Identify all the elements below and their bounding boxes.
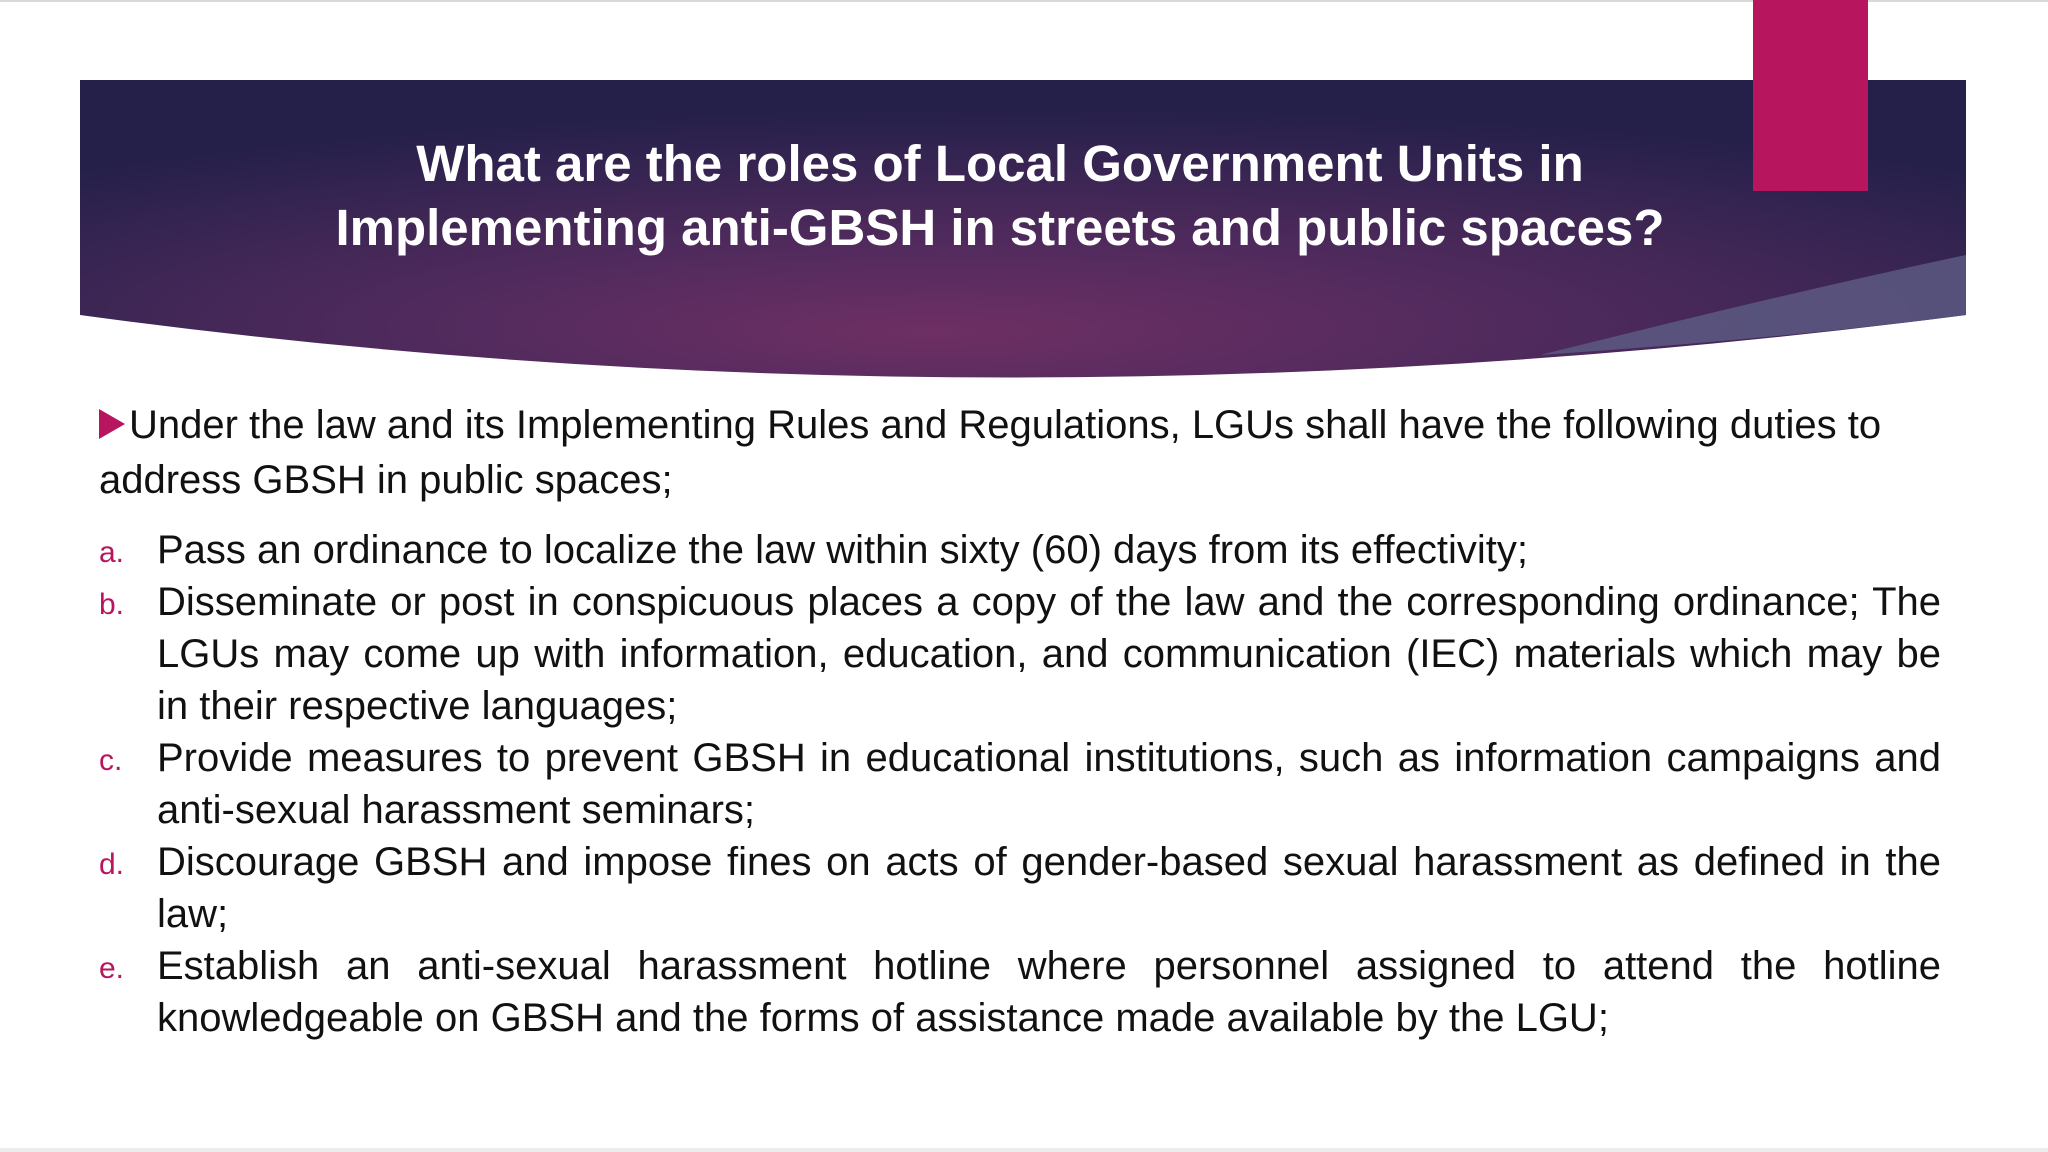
title-line-2: Implementing anti-GBSH in streets and public spaces? [335, 199, 1665, 256]
title-line-1: What are the roles of Local Government Units in [416, 135, 1584, 192]
list-marker: c. [99, 744, 123, 777]
intro-text: Under the law and its Implementing Rules and Regulations, LGUs shall have the following duties to address GBSH in public spaces; [99, 403, 1882, 502]
list-marker: d. [99, 848, 125, 881]
right-triangle-bullet-icon [99, 409, 125, 439]
list-marker: b. [99, 588, 125, 621]
list-item [99, 524, 1941, 576]
duties-list [99, 524, 1941, 1044]
intro-paragraph [99, 398, 1949, 508]
list-item-text: Disseminate or post in conspicuous places a copy of the law and the corresponding ordinance; The LGUs may come up with information, education, and communication (IEC) materials which may be in their respective languages; [157, 580, 1941, 728]
list-item-text: Establish an anti-sexual harassment hotline where personnel assigned to attend the hotline knowledgeable on GBSH and the forms of assistance made available by the LGU; [157, 944, 1941, 1040]
list-item-text: Provide measures to prevent GBSH in educational institutions, such as information campaigns and anti-sexual harassment seminars; [157, 736, 1941, 832]
bottom-divider [0, 1148, 2048, 1152]
list-marker: e. [99, 952, 125, 985]
list-item [99, 732, 1941, 836]
list-item-text: Pass an ordinance to localize the law within sixty (60) days from its effectivity; [157, 528, 1528, 572]
list-item [99, 940, 1941, 1044]
slide-title [180, 132, 1820, 260]
list-marker: a. [99, 536, 125, 569]
list-item [99, 836, 1941, 940]
list-item-text: Discourage GBSH and impose fines on acts of gender-based sexual harassment as defined in the law; [157, 840, 1941, 936]
list-item [99, 576, 1941, 732]
